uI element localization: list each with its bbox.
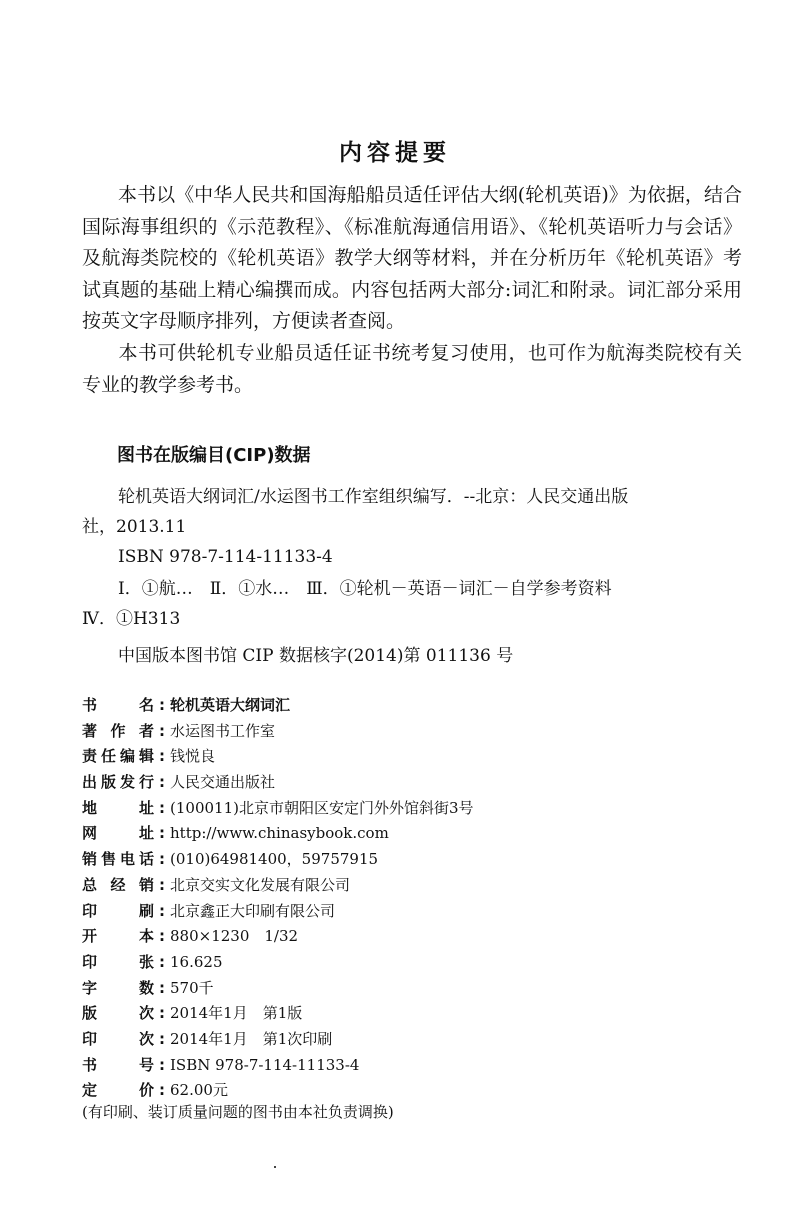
info-value: 16.625 <box>170 952 223 971</box>
page-speck <box>274 1166 276 1168</box>
info-label: 开本 <box>82 927 154 946</box>
info-row-distributor: 总经销 : 北京交实文化发展有限公司 <box>82 873 722 899</box>
info-label: 印张 <box>82 952 154 971</box>
cip-entry-text: 轮机英语大纲词汇/水运图书工作室组织编写．--北京：人民交通出版社，2013.11 <box>82 487 629 537</box>
info-row-sheets: 印张 : 16.625 <box>82 950 722 976</box>
info-value: 钱悦良 <box>170 747 216 766</box>
cip-subjects-text: Ⅰ．①航… Ⅱ．①水… Ⅲ．①轮机－英语－词汇－自学参考资料 Ⅳ．①H313 <box>82 579 629 629</box>
info-row-isbn: 书号 : ISBN 978-7-114-11133-4 <box>82 1053 722 1079</box>
info-label: 总经销 <box>82 875 154 894</box>
info-value: 570千 <box>170 978 214 997</box>
summary-paragraph-2-text: 本书可供轮机专业船员适任证书统考复习使用，也可作为航海类院校有关专业的教学参考书。 <box>82 342 742 396</box>
info-value: 水运图书工作室 <box>170 721 276 740</box>
cip-subjects <box>82 574 662 634</box>
info-label: 著作者 <box>82 721 154 740</box>
info-value: 轮机英语大纲词汇 <box>170 696 291 714</box>
info-label: 印刷 <box>82 901 154 920</box>
info-row-phone: 销售电话 : (010)64981400，59757915 <box>82 847 722 873</box>
info-value: 北京交实文化发展有限公司 <box>170 875 351 894</box>
info-label: 销售电话 <box>82 850 154 869</box>
info-row-address: 地址 : (100011)北京市朝阳区安定门外外馆斜街3号 <box>82 796 722 822</box>
info-label: 网址 <box>82 824 154 843</box>
cip-record <box>82 641 662 671</box>
cip-record-text: 中国版本图书馆 CIP 数据核字(2014)第 011136 号 <box>118 646 514 666</box>
quality-note: (有印刷、装订质量问题的图书由本社负责调换) <box>82 1103 394 1121</box>
summary-paragraph-2 <box>82 338 742 401</box>
info-row-printer: 印刷 : 北京鑫正大印刷有限公司 <box>82 899 722 925</box>
info-row-format: 开本 : 880×1230 1/32 <box>82 924 722 950</box>
info-row-printing: 印次 : 2014年1月 第1次印刷 <box>82 1027 722 1053</box>
cip-heading: 图书在版编目(CIP)数据 <box>117 445 311 466</box>
info-row-website: 网址 : http://www.chinasybook.com <box>82 821 722 847</box>
info-row-title: 书名 : 轮机英语大纲词汇 <box>82 693 722 719</box>
info-row-author: 著作者 : 水运图书工作室 <box>82 719 722 745</box>
page-title: 内容提要 <box>339 140 451 166</box>
info-label: 书号 <box>82 1055 154 1074</box>
cip-isbn: ISBN 978-7-114-11133-4 <box>118 547 333 567</box>
summary-paragraph-1-text: 本书以《中华人民共和国海船船员适任评估大纲(轮机英语)》为依据，结合国际海事组织的《示范教程》、《标准航海通信用语》、《轮机英语听力与会话》及航海类院校的《轮机英语》教学大纲等材料，并在分析历年《轮机英语》考试真题的基础上精心编撰而成。内容包括两大部分:词汇和附录。词汇部分采用按英文字母顺序排列，方便读者查阅。 <box>82 184 742 332</box>
info-row-publisher: 出版发行 : 人民交通出版社 <box>82 770 722 796</box>
info-value: ISBN 978-7-114-11133-4 <box>170 1055 360 1074</box>
info-value: (100011)北京市朝阳区安定门外外馆斜街3号 <box>170 798 474 817</box>
info-row-wordcount: 字数 : 570千 <box>82 976 722 1002</box>
info-row-edition: 版次 : 2014年1月 第1版 <box>82 1001 722 1027</box>
info-value: 880×1230 1/32 <box>170 927 299 946</box>
info-label: 出版发行 <box>82 773 154 792</box>
publication-info-table <box>82 693 722 1104</box>
info-value: 人民交通出版社 <box>170 773 276 792</box>
info-label: 定价 <box>82 1081 154 1100</box>
info-value: 62.00元 <box>170 1081 228 1100</box>
info-value: 北京鑫正大印刷有限公司 <box>170 901 336 920</box>
cip-entry <box>82 482 662 572</box>
info-label: 书名 <box>82 696 154 714</box>
info-label: 责任编辑 <box>82 747 154 766</box>
info-value: 2014年1月 第1版 <box>170 1004 303 1023</box>
info-value: 2014年1月 第1次印刷 <box>170 1029 333 1048</box>
info-value: http://www.chinasybook.com <box>170 824 389 843</box>
info-label: 印次 <box>82 1029 154 1048</box>
info-value: (010)64981400，59757915 <box>170 850 379 869</box>
info-label: 字数 <box>82 978 154 997</box>
info-label: 版次 <box>82 1004 154 1023</box>
info-label: 地址 <box>82 798 154 817</box>
info-row-price: 定价 : 62.00元 <box>82 1078 722 1104</box>
summary-paragraph-1 <box>82 180 742 338</box>
info-row-editor: 责任编辑 : 钱悦良 <box>82 744 722 770</box>
